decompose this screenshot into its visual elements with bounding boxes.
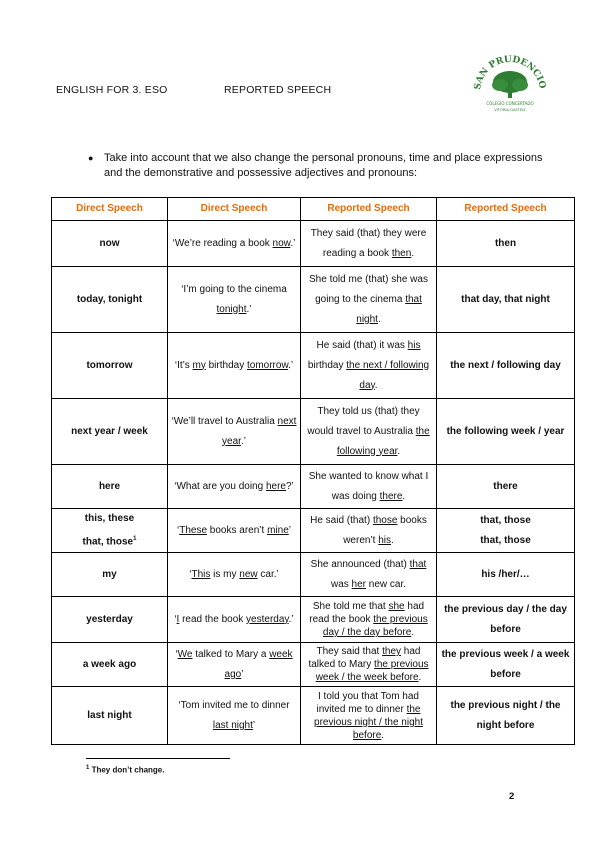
- cell-reported-word: the previous night / the night before: [437, 687, 575, 745]
- instruction-text: Take into account that we also change the personal pronouns, time and place expressions and the demonstrative and possessive adjectives and pronouns:: [104, 152, 543, 179]
- logo-sub2: VITORIA-GASTEIZ: [494, 108, 526, 112]
- cell-reported-word: then: [437, 221, 575, 267]
- cell-reported-word: the previous day / the day before: [437, 597, 575, 643]
- cell-reported-word: the next / following day: [437, 333, 575, 399]
- cell-direct-word: last night: [52, 687, 168, 745]
- cell-direct-word: now: [52, 221, 168, 267]
- cell-direct-sentence: ‘I read the book yesterday.’: [168, 597, 301, 643]
- cell-direct-sentence: ‘We’re reading a book now.’: [168, 221, 301, 267]
- cell-direct-word: a week ago: [52, 643, 168, 687]
- reported-speech-table: [51, 197, 575, 745]
- cell-reported-sentence: He said (that) those books weren’t his.: [301, 509, 437, 553]
- cell-reported-sentence: They told us (that) they would travel to Australia the following year.: [301, 399, 437, 465]
- header-reported-1: Reported Speech: [301, 198, 437, 221]
- cell-direct-word: my: [52, 553, 168, 597]
- page-number: 2: [509, 791, 515, 802]
- cell-reported-word: that, those that, those: [437, 509, 575, 553]
- cell-direct-word: yesterday: [52, 597, 168, 643]
- table-row: [52, 465, 575, 509]
- table-header-row: [52, 198, 575, 221]
- cell-direct-word: this, these that, those$^1$: [52, 509, 168, 553]
- cell-direct-sentence: ‘I’m going to the cinema tonight.’: [168, 267, 301, 333]
- cell-reported-sentence: They said that they had talked to Mary the previous week / the week before.: [301, 643, 437, 687]
- footnote: $^1$ They don’t change.: [86, 765, 165, 775]
- header-direct-2: Direct Speech: [168, 198, 301, 221]
- table-row: [52, 267, 575, 333]
- cell-direct-sentence: ‘It’s my birthday tomorrow.’: [168, 333, 301, 399]
- cell-direct-sentence: ‘Tom invited me to dinner last night’: [168, 687, 301, 745]
- cell-direct-word: next year / week: [52, 399, 168, 465]
- cell-direct-word: here: [52, 465, 168, 509]
- cell-direct-sentence: ‘These books aren’t mine’: [168, 509, 301, 553]
- bullet-icon: ●: [88, 153, 94, 163]
- cell-direct-sentence: ‘We talked to Mary a week ago’: [168, 643, 301, 687]
- footnote-divider: [86, 758, 230, 759]
- table-row: [52, 509, 575, 553]
- table-row: [52, 597, 575, 643]
- cell-reported-word: his /her/…: [437, 553, 575, 597]
- tree-icon: [492, 71, 528, 98]
- cell-reported-sentence: He said (that) it was his birthday the next / following day.: [301, 333, 437, 399]
- table-row: [52, 221, 575, 267]
- table-row: [52, 553, 575, 597]
- cell-direct-word: today, tonight: [52, 267, 168, 333]
- cell-reported-word: the previous week / a week before: [437, 643, 575, 687]
- cell-reported-sentence: She announced (that) that was her new car.: [301, 553, 437, 597]
- header-direct-1: Direct Speech: [52, 198, 168, 221]
- cell-reported-sentence: They said (that) they were reading a book then.: [301, 221, 437, 267]
- instruction-note: [88, 151, 544, 181]
- logo-name: SAN PRUDENCIO: [472, 54, 547, 91]
- header-reported-2: Reported Speech: [437, 198, 575, 221]
- course-title: ENGLISH FOR 3. ESO: [56, 84, 168, 96]
- cell-reported-sentence: I told you that Tom had invited me to dinner the previous night / the night before.: [301, 687, 437, 745]
- cell-reported-sentence: She told me (that) she was going to the cinema that night.: [301, 267, 437, 333]
- cell-reported-word: there: [437, 465, 575, 509]
- school-logo: [470, 52, 550, 118]
- logo-sub1: COLEGIO CONCERTADO: [486, 101, 534, 106]
- cell-reported-word: the following week / year: [437, 399, 575, 465]
- table-row: [52, 399, 575, 465]
- cell-direct-sentence: ‘What are you doing here?’: [168, 465, 301, 509]
- topic-title: REPORTED SPEECH: [224, 84, 332, 96]
- cell-direct-word: tomorrow: [52, 333, 168, 399]
- table-row: [52, 333, 575, 399]
- table-row: [52, 643, 575, 687]
- table-row: [52, 687, 575, 745]
- cell-direct-sentence: ‘We’ll travel to Australia next year.’: [168, 399, 301, 465]
- cell-reported-sentence: She told me that she had read the book the previous day / the day before.: [301, 597, 437, 643]
- cell-reported-word: that day, that night: [437, 267, 575, 333]
- cell-reported-sentence: She wanted to know what I was doing there.: [301, 465, 437, 509]
- cell-direct-sentence: ‘This is my new car.’: [168, 553, 301, 597]
